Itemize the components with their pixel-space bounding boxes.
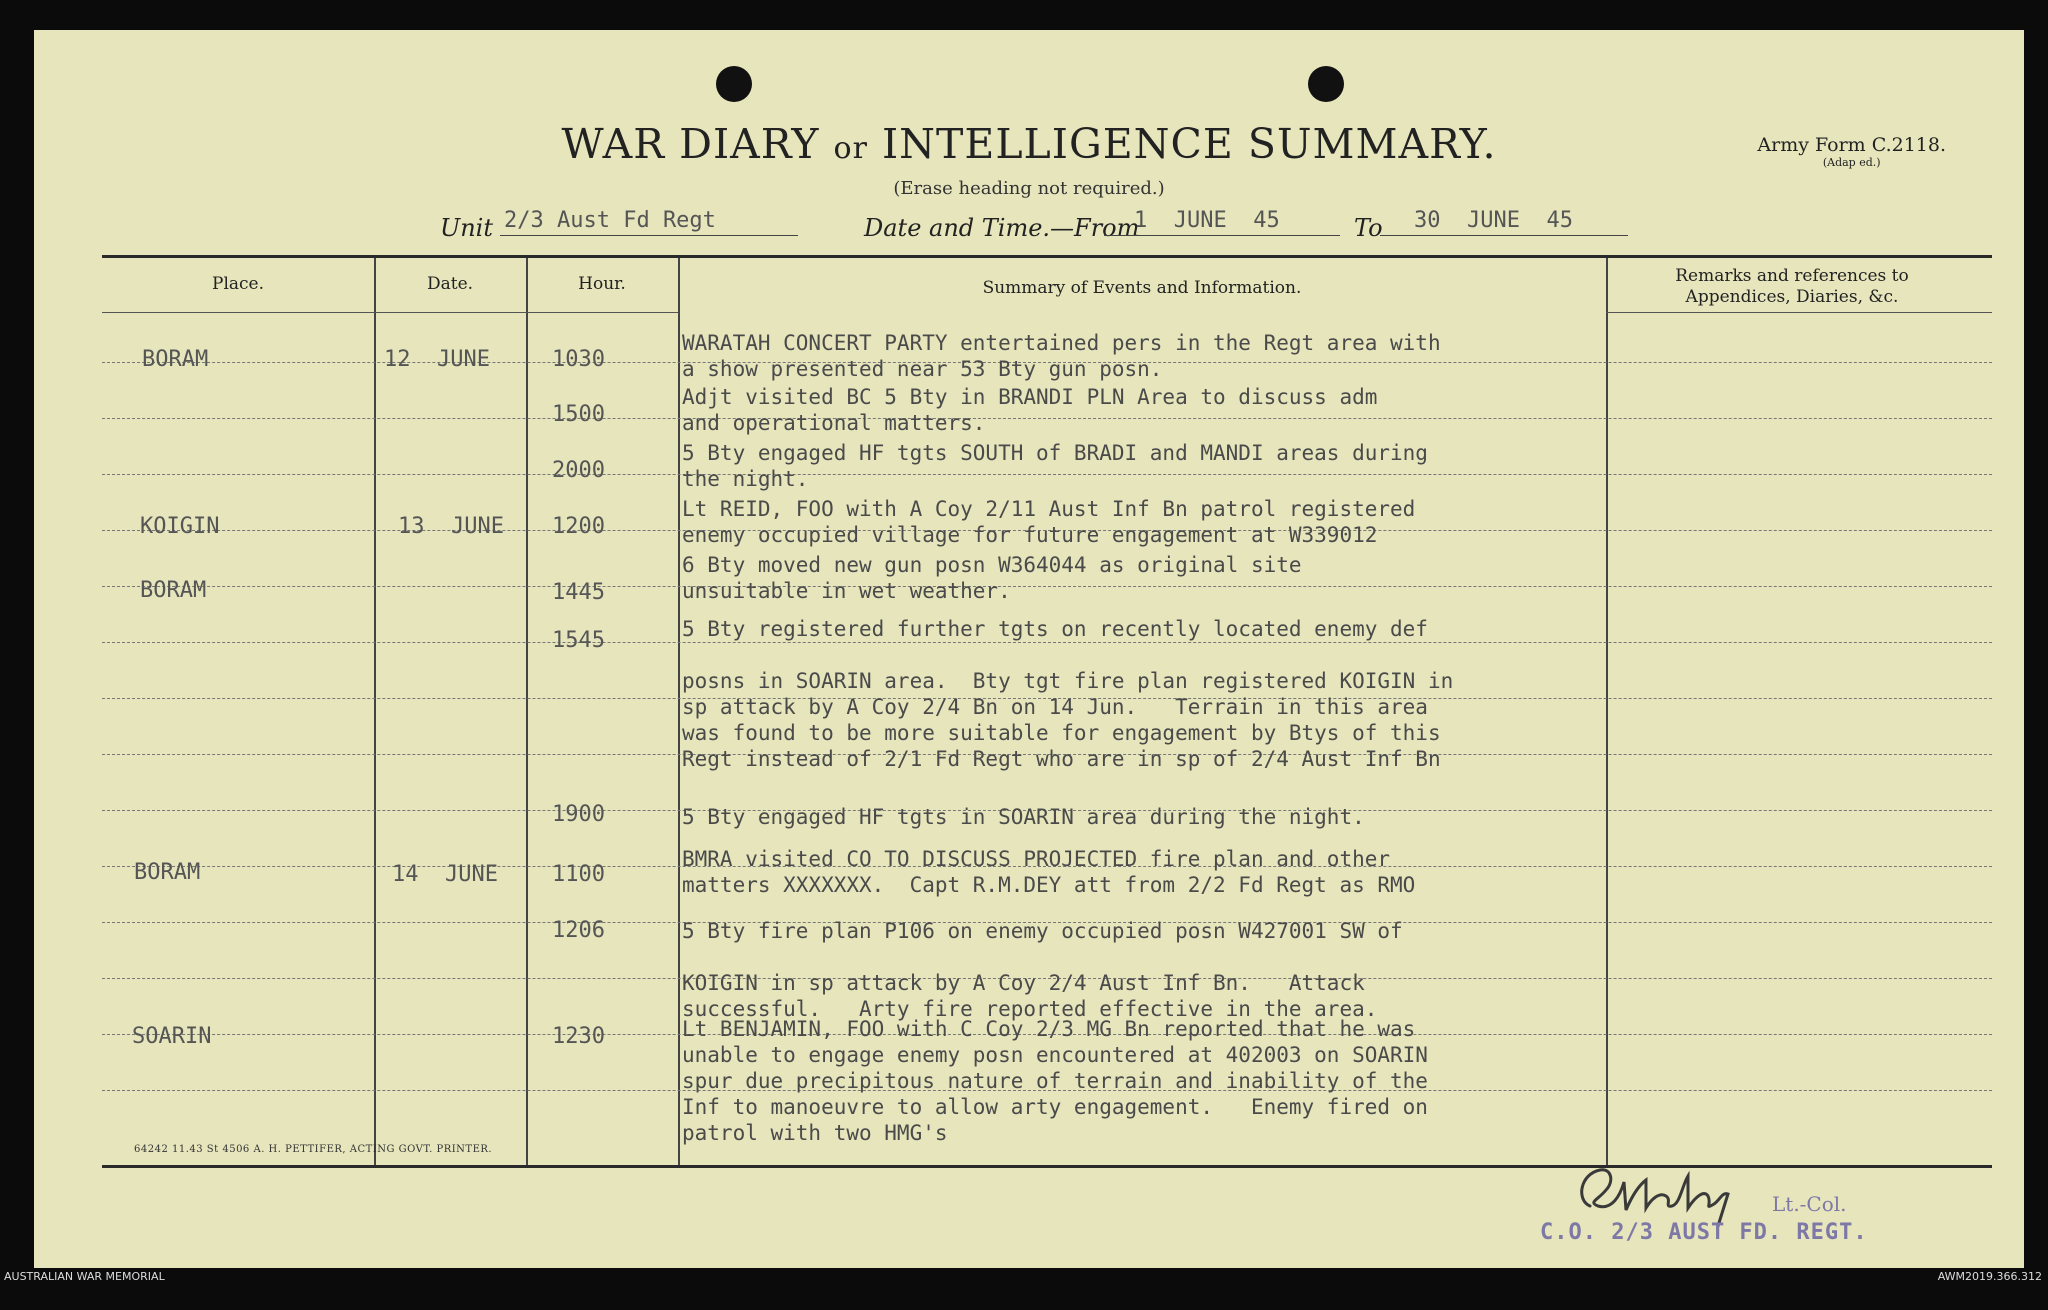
entry-summary: 5 Bty engaged HF tgts in SOARIN area during the night. xyxy=(682,805,1365,829)
entry-summary: 5 Bty registered further tgts on recently located enemy def posns in SOARIN area. Bty tgt fire plan registered KOIGIN in sp attack by A Coy 2/4 Bn on 14 Jun. Terrain in this area was found to be more suitable for engagement by Btys of this Regt instead of 2/1 Fd Regt who are in sp of 2/4 Aust Inf Bn xyxy=(682,617,1454,771)
entry-hour: 1100 xyxy=(552,862,605,887)
col-header-place: Place. xyxy=(212,274,264,294)
col-divider xyxy=(1606,258,1608,1165)
entry-place: KOIGIN xyxy=(140,514,220,539)
col-header-date: Date. xyxy=(426,274,474,294)
unit-underline xyxy=(500,235,798,236)
form-subtitle: (Erase heading not required.) xyxy=(893,178,1165,199)
title-war-diary: WAR DIARY xyxy=(561,120,820,168)
punch-hole xyxy=(716,66,752,102)
entry-summary: 5 Bty fire plan P106 on enemy occupied posn W427001 SW of KOIGIN in sp attack by A Coy 2/4 Aust Inf Bn. Attack successful. Arty fire reported effective in the area. xyxy=(682,919,1403,1021)
entry-summary: 6 Bty moved new gun posn W364044 as original site unsuitable in wet weather. xyxy=(682,553,1302,603)
unit-stamp: C.O. 2/3 AUST FD. REGT. xyxy=(1540,1220,1868,1245)
entry-hour: 1230 xyxy=(552,1024,605,1049)
punch-hole xyxy=(1308,66,1344,102)
entry-date: 13 JUNE xyxy=(398,514,504,539)
col-header-hour: Hour. xyxy=(578,274,626,294)
entry-place: BORAM xyxy=(142,347,209,372)
to-underline xyxy=(1380,235,1628,236)
entry-summary: Lt BENJAMIN, FOO with C Coy 2/3 MG Bn reported that he was unable to engage enemy posn encountered at 402003 on SOARIN spur due precipitous nature of terrain and inability of the Inf to manoeuvre to allow arty engagement. Enemy fired on patrol with two HMG's xyxy=(682,1017,1428,1145)
from-underline xyxy=(1104,235,1340,236)
col-divider xyxy=(374,258,376,1165)
army-form-label: Army Form C.2118. xyxy=(1757,134,1946,156)
header-separator xyxy=(102,312,678,313)
diary-sheet xyxy=(34,30,2024,1268)
entry-summary: Adjt visited BC 5 Bty in BRANDI PLN Area to discuss adm and operational matters. xyxy=(682,385,1378,435)
col-header-remarks: Remarks and references to Appendices, Diaries, &c. xyxy=(1675,266,1909,307)
entry-summary: 5 Bty engaged HF tgts SOUTH of BRADI and MANDI areas during the night. xyxy=(682,441,1428,491)
date-to-value: 30 JUNE 45 xyxy=(1414,208,1573,233)
caption-left: AUSTRALIAN WAR MEMORIAL xyxy=(4,1270,165,1283)
entry-hour: 2000 xyxy=(552,458,605,483)
caption-right: AWM2019.366.312 xyxy=(1937,1270,2042,1283)
entry-date: 14 JUNE xyxy=(392,862,498,887)
entry-place: SOARIN xyxy=(132,1024,212,1049)
adap-label: (Adap ed.) xyxy=(1822,156,1881,169)
entry-hour: 1206 xyxy=(552,918,605,943)
entry-hour: 1445 xyxy=(552,580,605,605)
col-divider xyxy=(678,258,680,1165)
col-divider xyxy=(526,258,528,1165)
entry-hour: 1900 xyxy=(552,802,605,827)
entry-hour: 1500 xyxy=(552,402,605,427)
entry-place: BORAM xyxy=(134,860,201,885)
header-separator xyxy=(1606,312,1992,313)
unit-label: Unit xyxy=(440,214,494,242)
entry-place: BORAM xyxy=(140,578,207,603)
entry-hour: 1545 xyxy=(552,628,605,653)
date-time-label: Date and Time.—From xyxy=(864,214,1140,242)
entry-hour: 1030 xyxy=(552,347,605,372)
handwritten-signature xyxy=(1568,1156,1788,1228)
entry-summary: WARATAH CONCERT PARTY entertained pers in the Regt area with a show presented near 53 Bty gun posn. xyxy=(682,331,1441,381)
unit-value: 2/3 Aust Fd Regt xyxy=(504,208,716,233)
date-from-value: 1 JUNE 45 xyxy=(1134,208,1280,233)
form-title xyxy=(34,120,2024,168)
printer-imprint: 64242 11.43 St 4506 A. H. PETTIFER, ACTING GOVT. PRINTER. xyxy=(134,1144,493,1155)
entry-summary: Lt REID, FOO with A Coy 2/11 Aust Inf Bn patrol registered enemy occupied village for future engagement at W339012 xyxy=(682,497,1416,547)
rank-label: Lt.-Col. xyxy=(1772,1192,1847,1216)
title-or: or xyxy=(833,131,868,166)
army-form-number xyxy=(1757,134,1946,169)
col-header-summary: Summary of Events and Information. xyxy=(982,278,1302,298)
entry-date: 12 JUNE xyxy=(384,347,490,372)
to-label: To xyxy=(1354,214,1383,242)
title-intelligence-summary: INTELLIGENCE SUMMARY. xyxy=(881,120,1497,168)
entry-hour: 1200 xyxy=(552,514,605,539)
entry-summary: BMRA visited CO TO DISCUSS PROJECTED fire plan and other matters XXXXXXX. Capt R.M.DEY att from 2/2 Fd Regt as RMO xyxy=(682,847,1416,897)
